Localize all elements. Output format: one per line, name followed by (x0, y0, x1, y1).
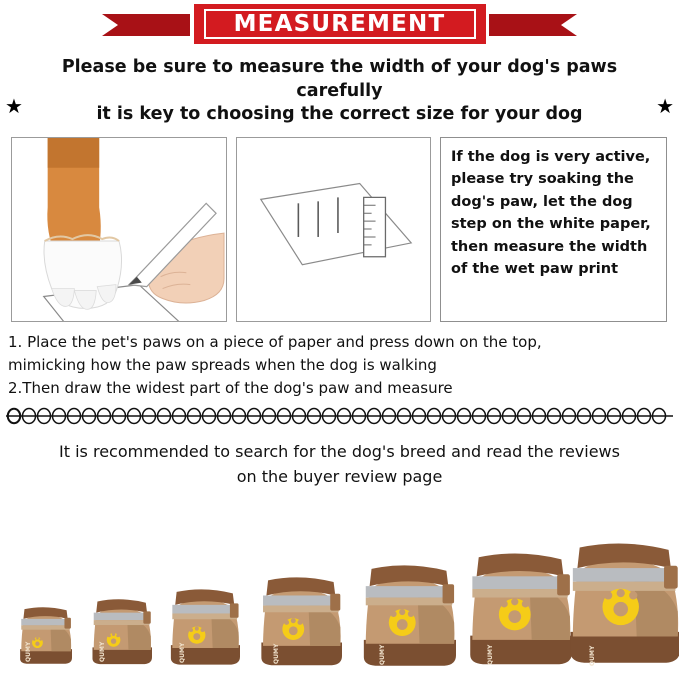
step-1-line-2: mimicking how the paw spreads when the dog is walking (8, 356, 437, 375)
ribbon-tail-right (489, 14, 577, 36)
star-icon-left: ★ (5, 94, 23, 118)
boot-brand-label: QUMY (99, 641, 106, 662)
boot-brand-label: QUMY (25, 641, 32, 662)
chain-divider (6, 407, 673, 425)
note-line-2: please try soaking the (451, 171, 634, 188)
step-2: 2.Then draw the widest part of the dog's paw and measure (8, 379, 453, 398)
recommendation-line-1: It is recommended to search for the dog's breed and read the reviews (59, 441, 620, 461)
ribbon-tail-left (102, 14, 190, 36)
illustration-row (11, 137, 668, 322)
dog-boots-illustration (0, 523, 679, 673)
ribbon-inner-border (204, 9, 476, 39)
box-paw-tracing (11, 137, 227, 322)
box-active-dog-note (440, 137, 667, 322)
boot-brand-label: QUMY (179, 642, 186, 663)
boot-brand-label: QUMY (589, 645, 596, 666)
note-line-6: of the wet paw print (451, 261, 619, 278)
boot-size-6 (470, 553, 572, 664)
paw-tracing-icon (12, 138, 226, 321)
banner-title: MEASUREMENT (233, 11, 446, 37)
note-line-1: If the dog is very active, (451, 148, 651, 165)
star-icon-right: ★ (656, 94, 674, 118)
boot-brand-label: QUMY (379, 644, 386, 665)
boot-brand-label: QUMY (487, 644, 494, 665)
headline-line-2: it is key to choosing the correct size for your dog (96, 104, 583, 125)
boot-size-7 (571, 544, 679, 663)
steps-list (8, 331, 671, 401)
note-line-5: then measure the width (451, 238, 648, 255)
note-line-4: step on the white paper, (451, 216, 651, 233)
box-ruler-measure (236, 137, 431, 322)
note-line-3: dog's paw, let the dog (451, 193, 633, 210)
recommendation-text (22, 439, 657, 490)
ruler-measure-icon (237, 138, 430, 321)
boot-size-5 (364, 565, 456, 665)
headline (18, 56, 661, 127)
headline-line-1: Please be sure to measure the width of your dog's paws carefully (61, 57, 618, 101)
step-1-line-1: 1. Place the pet's paws on a piece of paper and press down on the top, (8, 332, 542, 351)
banner (0, 0, 679, 54)
recommendation-line-2: on the buyer review page (236, 467, 443, 487)
boot-brand-label: QUMY (273, 643, 280, 664)
chain-divider-icon (6, 407, 673, 425)
measurement-ribbon (194, 4, 486, 44)
boot-size-row (0, 523, 679, 673)
